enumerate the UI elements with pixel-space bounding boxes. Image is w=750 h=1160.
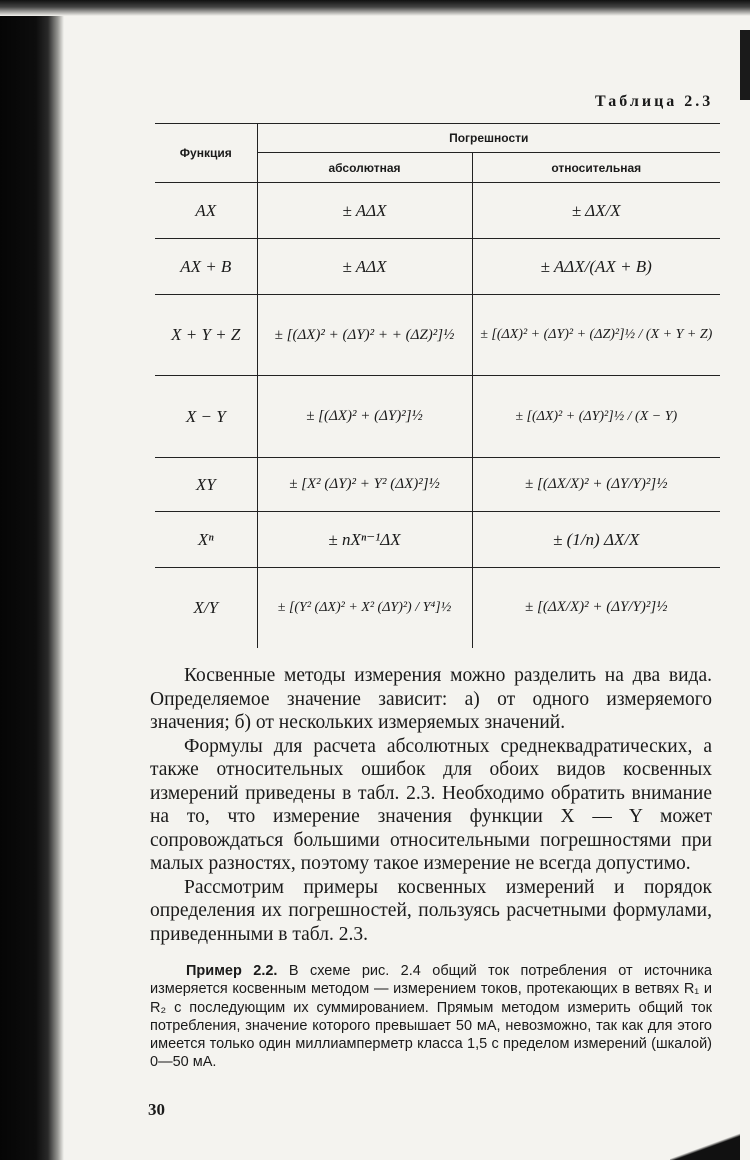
cell-absolute: ± [(Y² (ΔX)² + X² (ΔY)²) / Y⁴]½ <box>257 568 472 648</box>
table-row <box>155 183 720 239</box>
cell-relative: ± [(ΔX/X)² + (ΔY/Y)²]½ <box>472 568 720 648</box>
cell-function: Xⁿ <box>155 512 257 568</box>
error-formula-table <box>155 123 720 648</box>
cell-function: X + Y + Z <box>155 295 257 376</box>
table-caption: Таблица 2.3 <box>595 93 714 110</box>
example-block <box>150 962 712 1072</box>
page-number: 30 <box>148 1100 165 1119</box>
cell-function: AX <box>155 183 257 239</box>
cell-absolute: ± nXⁿ⁻¹ΔX <box>257 512 472 568</box>
header-absolute: абсолютная <box>257 153 472 183</box>
cell-function: XY <box>155 458 257 512</box>
scan-shadow-corner <box>670 1126 740 1160</box>
table-row <box>155 376 720 458</box>
cell-function: X/Y <box>155 568 257 648</box>
table-row <box>155 239 720 295</box>
cell-relative: ± [(ΔX)² + (ΔY)²]½ / (X − Y) <box>472 376 720 458</box>
cell-relative: ± AΔX/(AX + B) <box>472 239 720 295</box>
table-row <box>155 512 720 568</box>
cell-relative: ± ΔX/X <box>472 183 720 239</box>
cell-absolute: ± [(ΔX)² + (ΔY)² + + (ΔZ)²]½ <box>257 295 472 376</box>
example-text: В схеме рис. 2.4 общий ток потребления от источника измеряется косвенным методом — измерением токов, протекающих в ветвях R₁ и R₂ с последующим их суммированием. Прямым методом измерить общий ток потребления, значение которого превышает 50 мА, невозможно, так как для этого имеется только один миллиамперметр класса 1,5 с пределом измерений (шкалой) 0—50 мА. <box>150 963 712 1071</box>
cell-absolute: ± AΔX <box>257 239 472 295</box>
cell-absolute: ± [X² (ΔY)² + Y² (ΔX)²]½ <box>257 458 472 512</box>
paragraph: Рассмотрим примеры косвенных измерений и порядок определения их погрешностей, пользуясь расчетными формулами, приведенными в табл. 2.3. <box>150 876 712 945</box>
header-relative: относительная <box>551 160 642 175</box>
paragraph: Косвенные методы измерения можно разделить на два вида. Определяемое значение зависит: а) от одного измеряемого значения; б) от нескольких измеряемых значений. <box>150 665 712 733</box>
cell-function: X − Y <box>155 376 257 458</box>
cell-relative: ± (1/n) ΔX/X <box>472 512 720 568</box>
scan-shadow-left <box>0 0 64 1160</box>
example-lead: Пример 2.2. <box>186 963 278 979</box>
header-function: Функция <box>155 124 257 183</box>
cell-absolute: ± AΔX <box>257 183 472 239</box>
scan-shadow-right <box>740 30 750 100</box>
paragraph: Формулы для расчета абсолютных среднеквадратических, а также относительных ошибок для обоих видов косвенных измерений приведены в табл. 2.3. Необходимо обратить внимание на то, что измерение значения функции X — Y может сопровождаться большими относительными погрешностями при малых разностях, поэтому такое измерение не всегда допустимо. <box>150 735 712 874</box>
cell-function: AX + B <box>155 239 257 295</box>
table-row <box>155 295 720 376</box>
cell-absolute: ± [(ΔX)² + (ΔY)²]½ <box>257 376 472 458</box>
scan-shadow-top <box>0 0 750 16</box>
table-row <box>155 458 720 512</box>
table-row <box>155 568 720 648</box>
header-errors: Погрешности <box>257 124 720 153</box>
cell-relative: ± [(ΔX/X)² + (ΔY/Y)²]½ <box>472 458 720 512</box>
body-text <box>150 664 712 946</box>
cell-relative: ± [(ΔX)² + (ΔY)² + (ΔZ)²]½ / (X + Y + Z) <box>472 295 720 376</box>
